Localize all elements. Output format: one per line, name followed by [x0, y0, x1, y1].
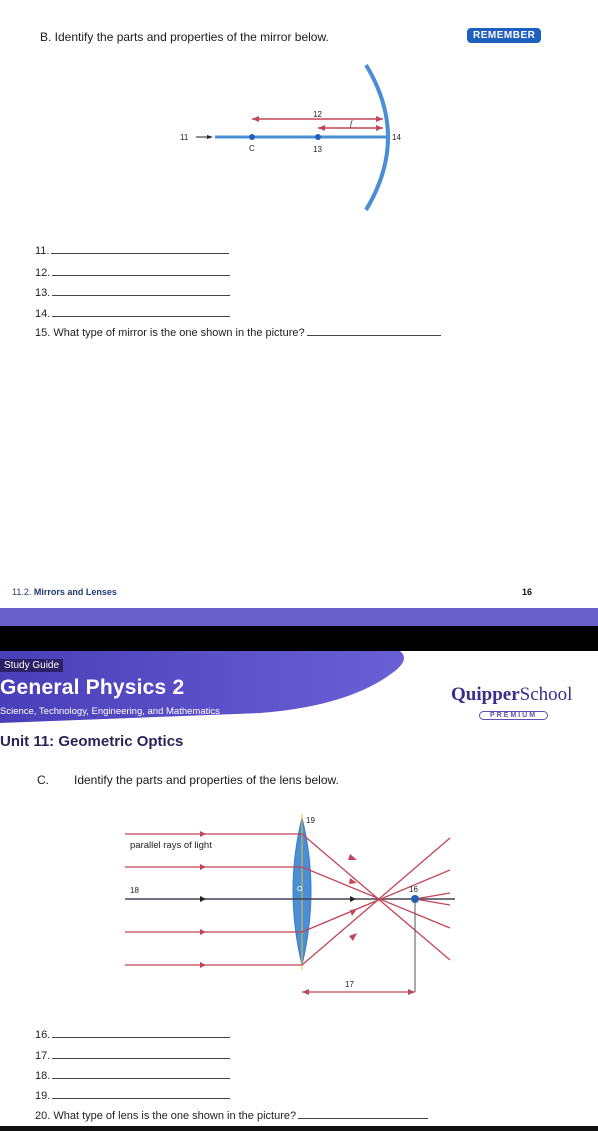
- question-15: [35, 325, 441, 339]
- course-title: General Physics 2: [0, 676, 185, 699]
- study-guide-tag: Study Guide: [0, 659, 63, 672]
- question-16-label: 16.: [35, 1029, 51, 1041]
- quipper-school-logo: [451, 684, 572, 706]
- question-19: [35, 1088, 230, 1102]
- question-20: [35, 1108, 428, 1122]
- section-c-text: Identify the parts and properties of the lens below.: [74, 773, 339, 787]
- question-12: [35, 265, 230, 279]
- question-18: [35, 1068, 230, 1082]
- answer-blank-12[interactable]: [52, 265, 230, 276]
- answer-blank-17[interactable]: [52, 1048, 230, 1059]
- question-20-label: 20. What type of lens is the one shown in the picture?: [35, 1110, 297, 1122]
- answer-blank-20[interactable]: [298, 1108, 428, 1119]
- diagram-label-19: 19: [306, 816, 315, 825]
- answer-blank-13[interactable]: [52, 285, 230, 296]
- page-gap-black: [0, 626, 598, 651]
- section-b-heading: B. Identify the parts and properties of the mirror below.: [40, 30, 329, 44]
- axis-arrowhead-2: [350, 896, 356, 902]
- logo-school-text: School: [519, 684, 573, 705]
- premium-badge: PREMIUM: [479, 711, 548, 720]
- radius-arrowhead-right: [376, 116, 383, 122]
- unit-title: Unit 11: Geometric Optics: [0, 733, 184, 750]
- section-c-heading: [37, 773, 339, 787]
- question-15-label: 15. What type of mirror is the one shown in the picture?: [35, 327, 305, 339]
- diagram-label-18: 18: [130, 886, 139, 895]
- question-13-label: 13.: [35, 287, 51, 299]
- diagram-label-f: f: [350, 119, 353, 128]
- focal-length-arrowhead-left: [302, 989, 309, 995]
- question-17: [35, 1048, 230, 1062]
- strand-subtitle: Science, Technology, Engineering, and Mathematics: [0, 706, 220, 717]
- question-11-label: 11.: [35, 245, 50, 257]
- question-11: [35, 243, 229, 257]
- section-c-letter: C.: [37, 773, 49, 787]
- answer-blank-18[interactable]: [52, 1068, 230, 1079]
- concave-mirror-diagram: [170, 60, 410, 220]
- footer-section-title: Mirrors and Lenses: [33, 587, 117, 597]
- question-12-label: 12.: [35, 267, 51, 279]
- diagram-label-rays: parallel rays of light: [130, 840, 212, 851]
- remember-badge[interactable]: REMEMBER: [467, 28, 541, 43]
- focal-arrowhead-right: [376, 125, 383, 131]
- diagram-label-o: O: [297, 886, 303, 893]
- answer-blank-11[interactable]: [51, 243, 229, 254]
- answer-blank-16[interactable]: [52, 1027, 230, 1038]
- axis-arrowhead-1: [200, 896, 206, 902]
- question-17-label: 17.: [35, 1050, 51, 1062]
- logo-quipper-text: Quipper: [451, 684, 520, 705]
- question-18-label: 18.: [35, 1070, 51, 1082]
- question-13: [35, 285, 230, 299]
- center-of-curvature-point: [249, 134, 255, 140]
- answer-blank-19[interactable]: [52, 1088, 230, 1099]
- question-14-label: 14.: [35, 308, 51, 320]
- bottom-edge-bar: [0, 1126, 598, 1131]
- focal-point: [315, 134, 321, 140]
- diagram-label-c: C: [249, 144, 255, 153]
- diagram-label-13: 13: [313, 145, 322, 154]
- label-11-pointer-head: [207, 135, 213, 139]
- page-divider-purple: [0, 608, 598, 626]
- question-14: [35, 306, 230, 320]
- answer-blank-15[interactable]: [307, 325, 441, 336]
- footer-section-number: 11.2.: [12, 587, 32, 597]
- convex-lens-diagram: [120, 810, 470, 1005]
- diagram-label-12: 12: [313, 110, 322, 119]
- diagram-label-17: 17: [345, 980, 354, 989]
- radius-arrowhead-left: [252, 116, 259, 122]
- page-number: 16: [522, 587, 533, 597]
- page-footer-section: [12, 587, 117, 597]
- focal-length-arrowhead-right: [408, 989, 415, 995]
- question-19-label: 19.: [35, 1090, 51, 1102]
- diagram-label-14: 14: [392, 133, 401, 142]
- diagram-label-11: 11: [180, 133, 189, 142]
- diagram-label-16: 16: [409, 885, 418, 894]
- question-16: [35, 1027, 230, 1041]
- focal-arrowhead-left: [318, 125, 325, 131]
- answer-blank-14[interactable]: [52, 306, 230, 317]
